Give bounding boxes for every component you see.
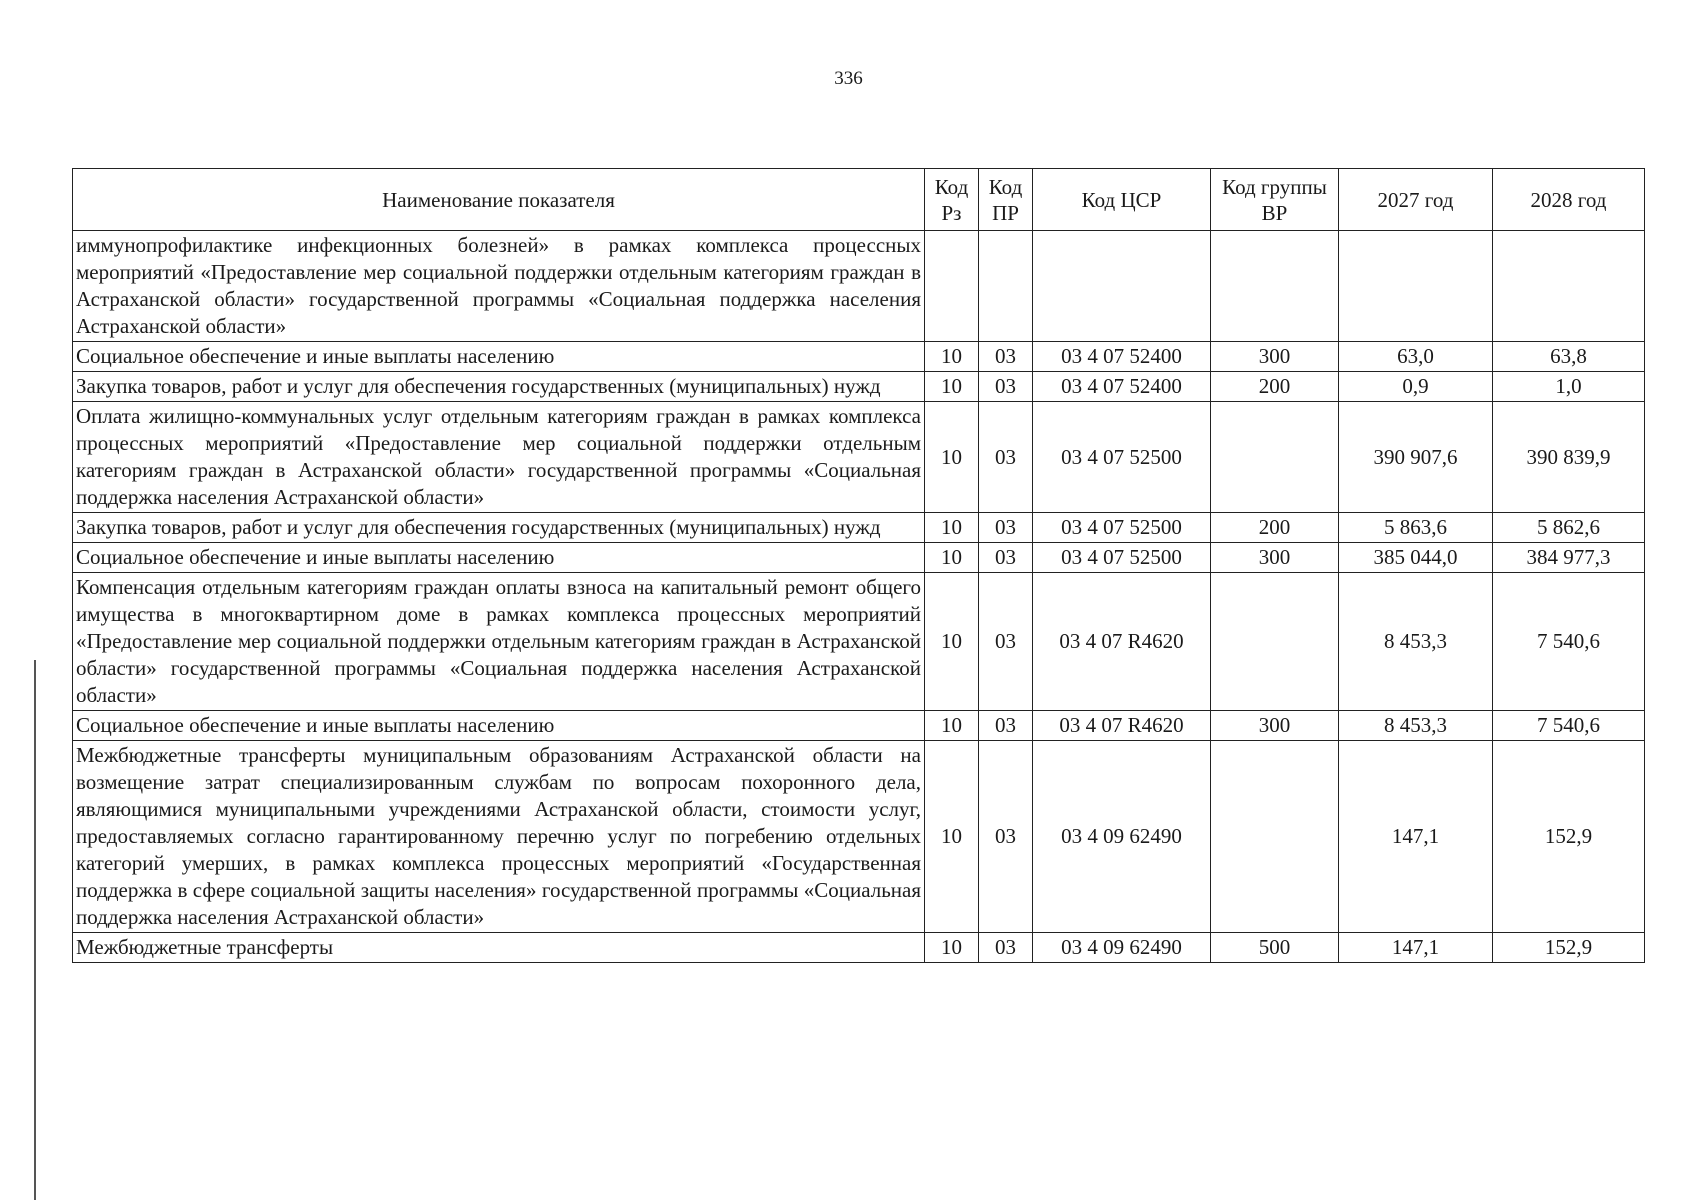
row-vr: 300: [1211, 543, 1339, 573]
row-pr: 03: [979, 573, 1033, 711]
row-name: Закупка товаров, работ и услуг для обеспечения государственных (муниципальных) нужд: [73, 513, 925, 543]
row-name: Социальное обеспечение и иные выплаты населению: [73, 543, 925, 573]
row-rz: 10: [925, 342, 979, 372]
row-vr: 300: [1211, 711, 1339, 741]
row-name: Оплата жилищно-коммунальных услуг отдельным категориям граждан в рамках комплекса процессных мероприятий «Предоставление мер социальной поддержки отдельным категориям граждан в Астраханской области» государственной программы «Социальная поддержка населения Астраханской области»: [73, 402, 925, 513]
row-rz: 10: [925, 543, 979, 573]
table-header-row: [73, 169, 1645, 231]
row-2028: 152,9: [1493, 933, 1645, 963]
row-2028: 5 862,6: [1493, 513, 1645, 543]
table-row: [73, 372, 1645, 402]
row-csr: [1033, 231, 1211, 342]
row-vr: [1211, 231, 1339, 342]
table-row: [73, 573, 1645, 711]
row-name: Социальное обеспечение и иные выплаты населению: [73, 342, 925, 372]
table-row: [73, 231, 1645, 342]
row-rz: 10: [925, 741, 979, 933]
row-pr: 03: [979, 402, 1033, 513]
row-2028: 7 540,6: [1493, 711, 1645, 741]
row-rz: [925, 231, 979, 342]
header-pr: Код ПР: [979, 169, 1033, 231]
row-name: Социальное обеспечение и иные выплаты населению: [73, 711, 925, 741]
row-rz: 10: [925, 573, 979, 711]
row-2028: [1493, 231, 1645, 342]
header-vr: Код группы ВР: [1211, 169, 1339, 231]
row-csr: 03 4 07 52500: [1033, 543, 1211, 573]
row-name: Межбюджетные трансферты муниципальным образованиям Астраханской области на возмещение затрат специализированным службам по вопросам похоронного дела, являющимися муниципальными учреждениями Астраханской области, стоимости услуг, предоставляемых согласно гарантированному перечню услуг по погребению отдельных категорий умерших, в рамках комплекса процессных мероприятий «Государственная поддержка в сфере социальной защиты населения» государственной программы «Социальная поддержка населения Астраханской области»: [73, 741, 925, 933]
row-name: иммунопрофилактике инфекционных болезней» в рамках комплекса процессных мероприятий «Предоставление мер социальной поддержки отдельным категориям граждан в Астраханской области» государственной программы «Социальная поддержка населения Астраханской области»: [73, 231, 925, 342]
row-rz: 10: [925, 711, 979, 741]
header-csr: Код ЦСР: [1033, 169, 1211, 231]
header-rz: Код Рз: [925, 169, 979, 231]
row-csr: 03 4 07 R4620: [1033, 573, 1211, 711]
row-rz: 10: [925, 513, 979, 543]
row-pr: 03: [979, 543, 1033, 573]
row-csr: 03 4 07 52500: [1033, 513, 1211, 543]
row-vr: 500: [1211, 933, 1339, 963]
row-pr: 03: [979, 711, 1033, 741]
row-rz: 10: [925, 933, 979, 963]
row-2028: 384 977,3: [1493, 543, 1645, 573]
row-vr: [1211, 741, 1339, 933]
row-vr: 300: [1211, 342, 1339, 372]
row-rz: 10: [925, 402, 979, 513]
row-vr: [1211, 402, 1339, 513]
row-pr: [979, 231, 1033, 342]
row-2028: 152,9: [1493, 741, 1645, 933]
binding-margin-line: [34, 660, 36, 1200]
row-2028: 1,0: [1493, 372, 1645, 402]
table-row: [73, 933, 1645, 963]
row-csr: 03 4 09 62490: [1033, 741, 1211, 933]
row-csr: 03 4 07 52400: [1033, 372, 1211, 402]
row-2028: 390 839,9: [1493, 402, 1645, 513]
header-2027: 2027 год: [1339, 169, 1493, 231]
row-2027: 63,0: [1339, 342, 1493, 372]
row-2027: 5 863,6: [1339, 513, 1493, 543]
row-vr: 200: [1211, 513, 1339, 543]
table-row: [73, 513, 1645, 543]
row-pr: 03: [979, 342, 1033, 372]
row-pr: 03: [979, 741, 1033, 933]
row-rz: 10: [925, 372, 979, 402]
header-2028: 2028 год: [1493, 169, 1645, 231]
page-number: 336: [834, 68, 863, 89]
row-name: Закупка товаров, работ и услуг для обеспечения государственных (муниципальных) нужд: [73, 372, 925, 402]
table-row: [73, 402, 1645, 513]
row-name: Компенсация отдельным категориям граждан оплаты взноса на капитальный ремонт общего имущества в многоквартирном доме в рамках комплекса процессных мероприятий «Предоставление мер социальной поддержки отдельным категориям граждан в Астраханской области» государственной программы «Социальная поддержка населения Астраханской области»: [73, 573, 925, 711]
row-2027: 385 044,0: [1339, 543, 1493, 573]
row-vr: [1211, 573, 1339, 711]
table-row: [73, 741, 1645, 933]
row-2027: 147,1: [1339, 933, 1493, 963]
row-pr: 03: [979, 372, 1033, 402]
header-name: Наименование показателя: [73, 169, 925, 231]
row-pr: 03: [979, 513, 1033, 543]
row-csr: 03 4 09 62490: [1033, 933, 1211, 963]
row-2027: [1339, 231, 1493, 342]
table-row: [73, 342, 1645, 372]
table-row: [73, 543, 1645, 573]
row-2027: 147,1: [1339, 741, 1493, 933]
row-2028: 7 540,6: [1493, 573, 1645, 711]
row-2028: 63,8: [1493, 342, 1645, 372]
row-csr: 03 4 07 52500: [1033, 402, 1211, 513]
row-csr: 03 4 07 52400: [1033, 342, 1211, 372]
row-2027: 0,9: [1339, 372, 1493, 402]
row-2027: 390 907,6: [1339, 402, 1493, 513]
budget-table: [72, 168, 1645, 963]
row-csr: 03 4 07 R4620: [1033, 711, 1211, 741]
row-name: Межбюджетные трансферты: [73, 933, 925, 963]
row-2027: 8 453,3: [1339, 573, 1493, 711]
row-2027: 8 453,3: [1339, 711, 1493, 741]
table-row: [73, 711, 1645, 741]
row-pr: 03: [979, 933, 1033, 963]
row-vr: 200: [1211, 372, 1339, 402]
